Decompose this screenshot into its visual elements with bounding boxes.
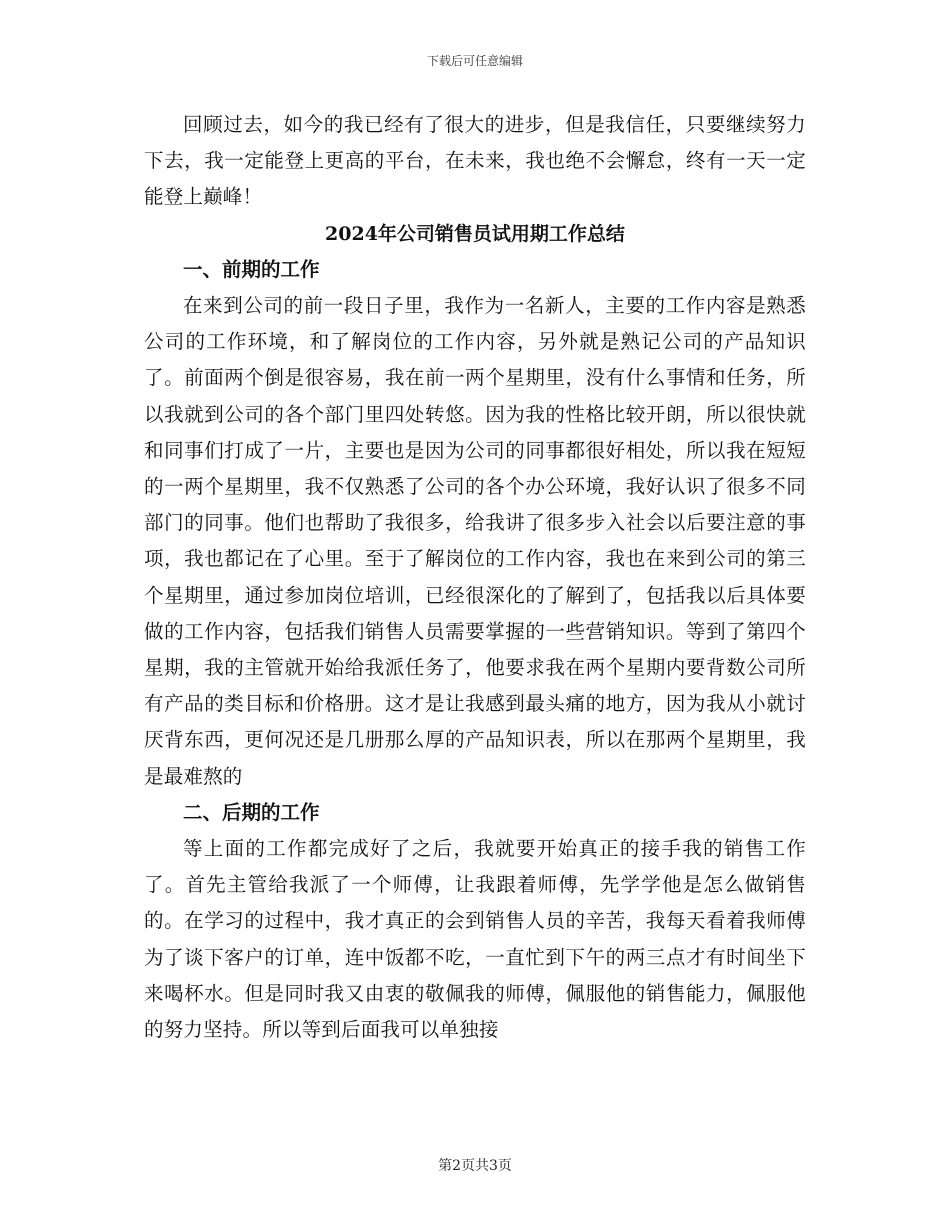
section-paragraph-later-work: 等上面的工作都完成好了之后，我就要开始真正的接手我的销售工作了。首先主管给我派了一个师傅，让我跟着师傅，先学学他是怎么做销售的。在学习的过程中，我才真正的会到销售人员的辛苦，我每天看着我师傅为了谈下客户的订单，连中饭都不吃，一直忙到下午的两三点才有时间坐下来喝杯水。但是同时我又由衷的敬佩我的师傅，佩服他的销售能力，佩服他的努力坚持。所以等到后面我可以单独接 xyxy=(144,837,806,1042)
page-header-note: 下载后可任意编辑 xyxy=(426,54,523,68)
section-heading-early-work: 一、前期的工作 xyxy=(183,257,320,281)
page-number: 第2页共3页 xyxy=(438,1158,512,1174)
section-heading-later-work: 二、后期的工作 xyxy=(183,800,320,824)
intro-paragraph: 回顾过去，如今的我已经有了很大的进步，但是我信任，只要继续努力下去，我一定能登上更高的平台，在未来，我也绝不会懈怠，终有一天一定能登上巅峰！ xyxy=(144,113,806,209)
section-paragraph-early-work: 在来到公司的前一段日子里，我作为一名新人，主要的工作内容是熟悉公司的工作环境，和了解岗位的工作内容，另外就是熟记公司的产品知识了。前面两个倒是很容易，我在前一两个星期里，没有什么事情和任务，所以我就到公司的各个部门里四处转悠。因为我的性格比较开朗，所以很快就和同事们打成了一片，主要也是因为公司的同事都很好相处，所以我在短短的一两个星期里，我不仅熟悉了公司的各个办公环境，我好认识了很多不同部门的同事。他们也帮助了我很多，给我讲了很多步入社会以后要注意的事项，我也都记在了心里。至于了解岗位的工作内容，我也在来到公司的第三个星期里，通过参加岗位培训，已经很深化的了解到了，包括我以后具体要做的工作内容，包括我们销售人员需要掌握的一些营销知识。等到了第四个星期，我的主管就开始给我派任务了，他要求我在两个星期内要背数公司所有产品的类目标和价格册。这才是让我感到最头痛的地方，因为我从小就讨厌背东西，更何况还是几册那么厚的产品知识表，所以在那两个星期里，我是最难熬的 xyxy=(144,294,806,788)
document-title: 2024年公司销售员试用期工作总结 xyxy=(325,222,625,245)
document-body xyxy=(144,107,806,1048)
